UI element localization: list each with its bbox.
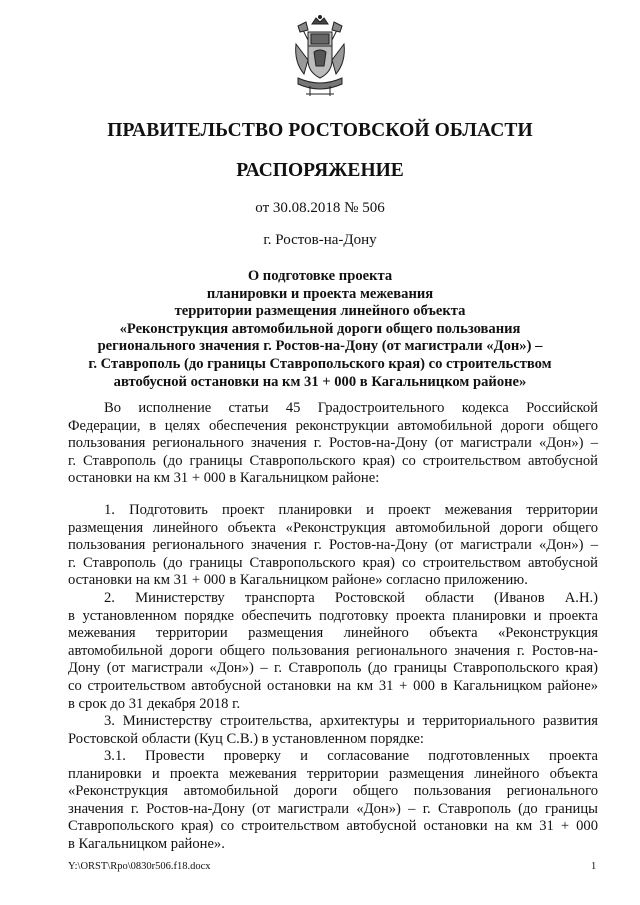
text-line: остановки на км 31 + 000 в Кагальницком районе: <box>68 470 380 487</box>
item-2-paragraph <box>68 590 598 713</box>
footer-file-path: Y:\ORST\Rpo\0830r506.f18.docx <box>68 861 211 872</box>
document-type-title: РАСПОРЯЖЕНИЕ <box>236 160 404 181</box>
document-subject <box>70 268 570 391</box>
coat-of-arms-emblem <box>288 14 352 98</box>
text-line: г. Ставрополь (до границы Ставропольского края) со строительством автобусной <box>68 554 598 571</box>
text-line: Ростовской области (Куц С.В.) в установленном порядке: <box>68 730 424 747</box>
subject-line: «Реконструкция автомобильной дороги общего пользования <box>119 320 521 337</box>
text-line: пользования регионального значения г. Ростов-на-Дону (от магистрали «Дон») – <box>68 435 598 452</box>
subject-line: территории размещения линейного объекта <box>174 303 466 320</box>
text-line: в Кагальницком районе». <box>68 835 225 852</box>
document-date-number: от 30.08.2018 № 506 <box>255 200 385 216</box>
text-line: 3. Министерству строительства, архитектуры и территориального развития <box>104 713 598 729</box>
text-line: значения г. Ростов-на-Дону (от магистрали «Дон») – г. Ставрополь (до границы <box>68 800 598 817</box>
text-line: Ставропольского края) со строительством автобусной остановки на км 31 + 000 <box>68 818 598 835</box>
subject-line: г. Ставрополь (до границы Ставропольского края) со строительством <box>88 355 552 372</box>
text-line: 3.1. Провести проверку и согласование подготовленных проекта <box>104 748 598 764</box>
text-line: в срок до 31 декабря 2018 г. <box>68 695 241 712</box>
page-number: 1 <box>591 861 597 872</box>
preamble-paragraph <box>68 400 598 488</box>
text-line: Федерации, в целях обеспечения реконструкции автомобильной дороги общего <box>68 417 598 434</box>
subject-line: планировки и проекта межевания <box>206 285 434 302</box>
text-line: Дону (от магистрали «Дон») – г. Ставрополь (до границы Ставропольского края) <box>68 660 598 677</box>
text-line: 1. Подготовить проект планировки и проект межевания территории <box>104 502 598 518</box>
text-line: автомобильной дороги общего пользования регионального значения г. Ростов-на- <box>68 642 598 659</box>
text-line: остановки на км 31 + 000 в Кагальницком районе» согласно приложению. <box>68 572 528 589</box>
item-3-1-paragraph <box>68 748 598 854</box>
text-line: «Реконструкция автомобильной дороги общего пользования регионального <box>68 783 598 800</box>
text-line: пользования регионального значения г. Ростов-на-Дону (от магистрали «Дон») – <box>68 537 598 554</box>
government-title: ПРАВИТЕЛЬСТВО РОСТОВСКОЙ ОБЛАСТИ <box>107 120 533 141</box>
subject-line: О подготовке проекта <box>247 268 393 284</box>
text-line: г. Ставрополь (до границы Ставропольского края) со строительством автобусной <box>68 452 598 469</box>
item-3-paragraph <box>68 713 598 748</box>
subject-line: регионального значения г. Ростов-на-Дону (от магистрали «Дон») – <box>97 338 543 355</box>
subject-line: автобусной остановки на км 31 + 000 в Кагальницком районе» <box>113 373 527 390</box>
text-line: в установленном порядке обеспечить подготовку проекта планировки и проекта <box>68 607 598 624</box>
text-line: со строительством автобусной остановки на км 31 + 000 в Кагальницком районе» <box>68 677 598 694</box>
document-city: г. Ростов-на-Дону <box>263 232 377 248</box>
text-line: 2. Министерству транспорта Ростовской области (Иванов А.Н.) <box>104 590 598 606</box>
text-line: размещения линейного объекта «Реконструкция автомобильной дороги общего <box>68 519 598 536</box>
text-line: Во исполнение статьи 45 Градостроительного кодекса Российской <box>104 400 598 416</box>
text-line: межевания территории размещения линейного объекта «Реконструкция <box>68 625 598 642</box>
item-1-paragraph <box>68 502 598 590</box>
text-line: планировки и проекта межевания территории размещения линейного объекта <box>68 765 598 782</box>
